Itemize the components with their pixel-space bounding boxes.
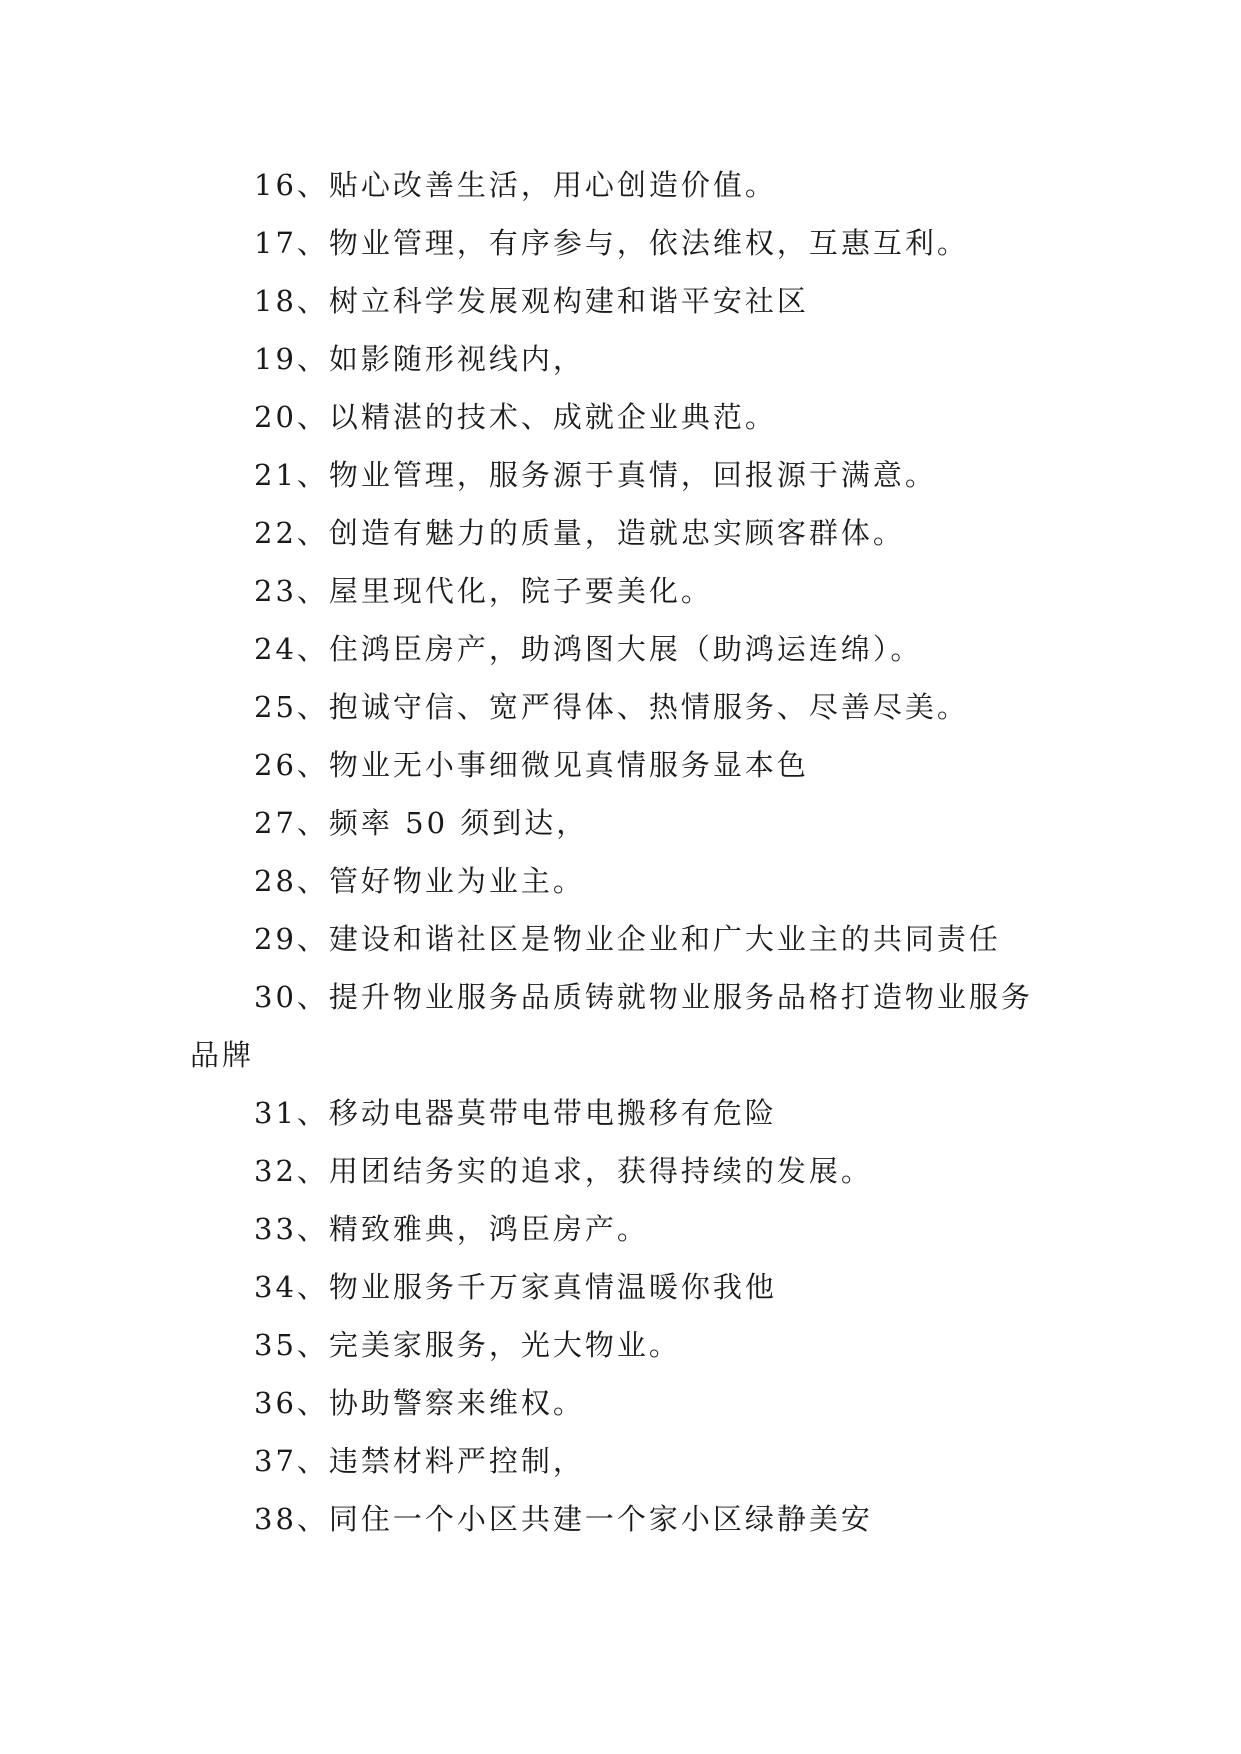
list-item: 20、以精湛的技术、成就企业典范。 bbox=[254, 400, 777, 434]
list-item: 24、住鸿臣房产，助鸿图大展（助鸿运连绵）。 bbox=[254, 632, 923, 666]
list-item: 23、屋里现代化，院子要美化。 bbox=[254, 574, 713, 608]
list-item: 38、同住一个小区共建一个家小区绿静美安 bbox=[254, 1502, 873, 1536]
list-item: 32、用团结务实的追求，获得持续的发展。 bbox=[254, 1154, 873, 1188]
list-item: 21、物业管理，服务源于真情，回报源于满意。 bbox=[254, 458, 937, 492]
list-item: 17、物业管理，有序参与，依法维权，互惠互利。 bbox=[254, 226, 969, 260]
list-item: 25、抱诚守信、宽严得体、热情服务、尽善尽美。 bbox=[254, 690, 969, 724]
list-item: 27、频率 50 须到达， bbox=[254, 806, 589, 840]
list-item: 18、树立科学发展观构建和谐平安社区 bbox=[254, 284, 809, 318]
list-item: 19、如影随形视线内， bbox=[254, 342, 585, 376]
list-item: 33、精致雅典，鸿臣房产。 bbox=[254, 1212, 649, 1246]
list-item: 16、贴心改善生活，用心创造价值。 bbox=[254, 168, 777, 202]
list-item: 29、建设和谐社区是物业企业和广大业主的共同责任 bbox=[254, 922, 1001, 956]
list-item: 34、物业服务千万家真情温暖你我他 bbox=[254, 1270, 777, 1304]
list-item: 37、违禁材料严控制， bbox=[254, 1444, 585, 1478]
list-item: 31、移动电器莫带电带电搬移有危险 bbox=[254, 1096, 777, 1130]
list-item: 36、协助警察来维权。 bbox=[254, 1386, 585, 1420]
list-item: 22、创造有魅力的质量，造就忠实顾客群体。 bbox=[254, 516, 905, 550]
list-item: 30、提升物业服务品质铸就物业服务品格打造物业服务品牌 bbox=[190, 980, 1033, 1072]
document-body bbox=[190, 156, 1050, 1548]
list-item: 26、物业无小事细微见真情服务显本色 bbox=[254, 748, 809, 782]
list-item: 28、管好物业为业主。 bbox=[254, 864, 585, 898]
list-item: 35、完美家服务，光大物业。 bbox=[254, 1328, 681, 1362]
